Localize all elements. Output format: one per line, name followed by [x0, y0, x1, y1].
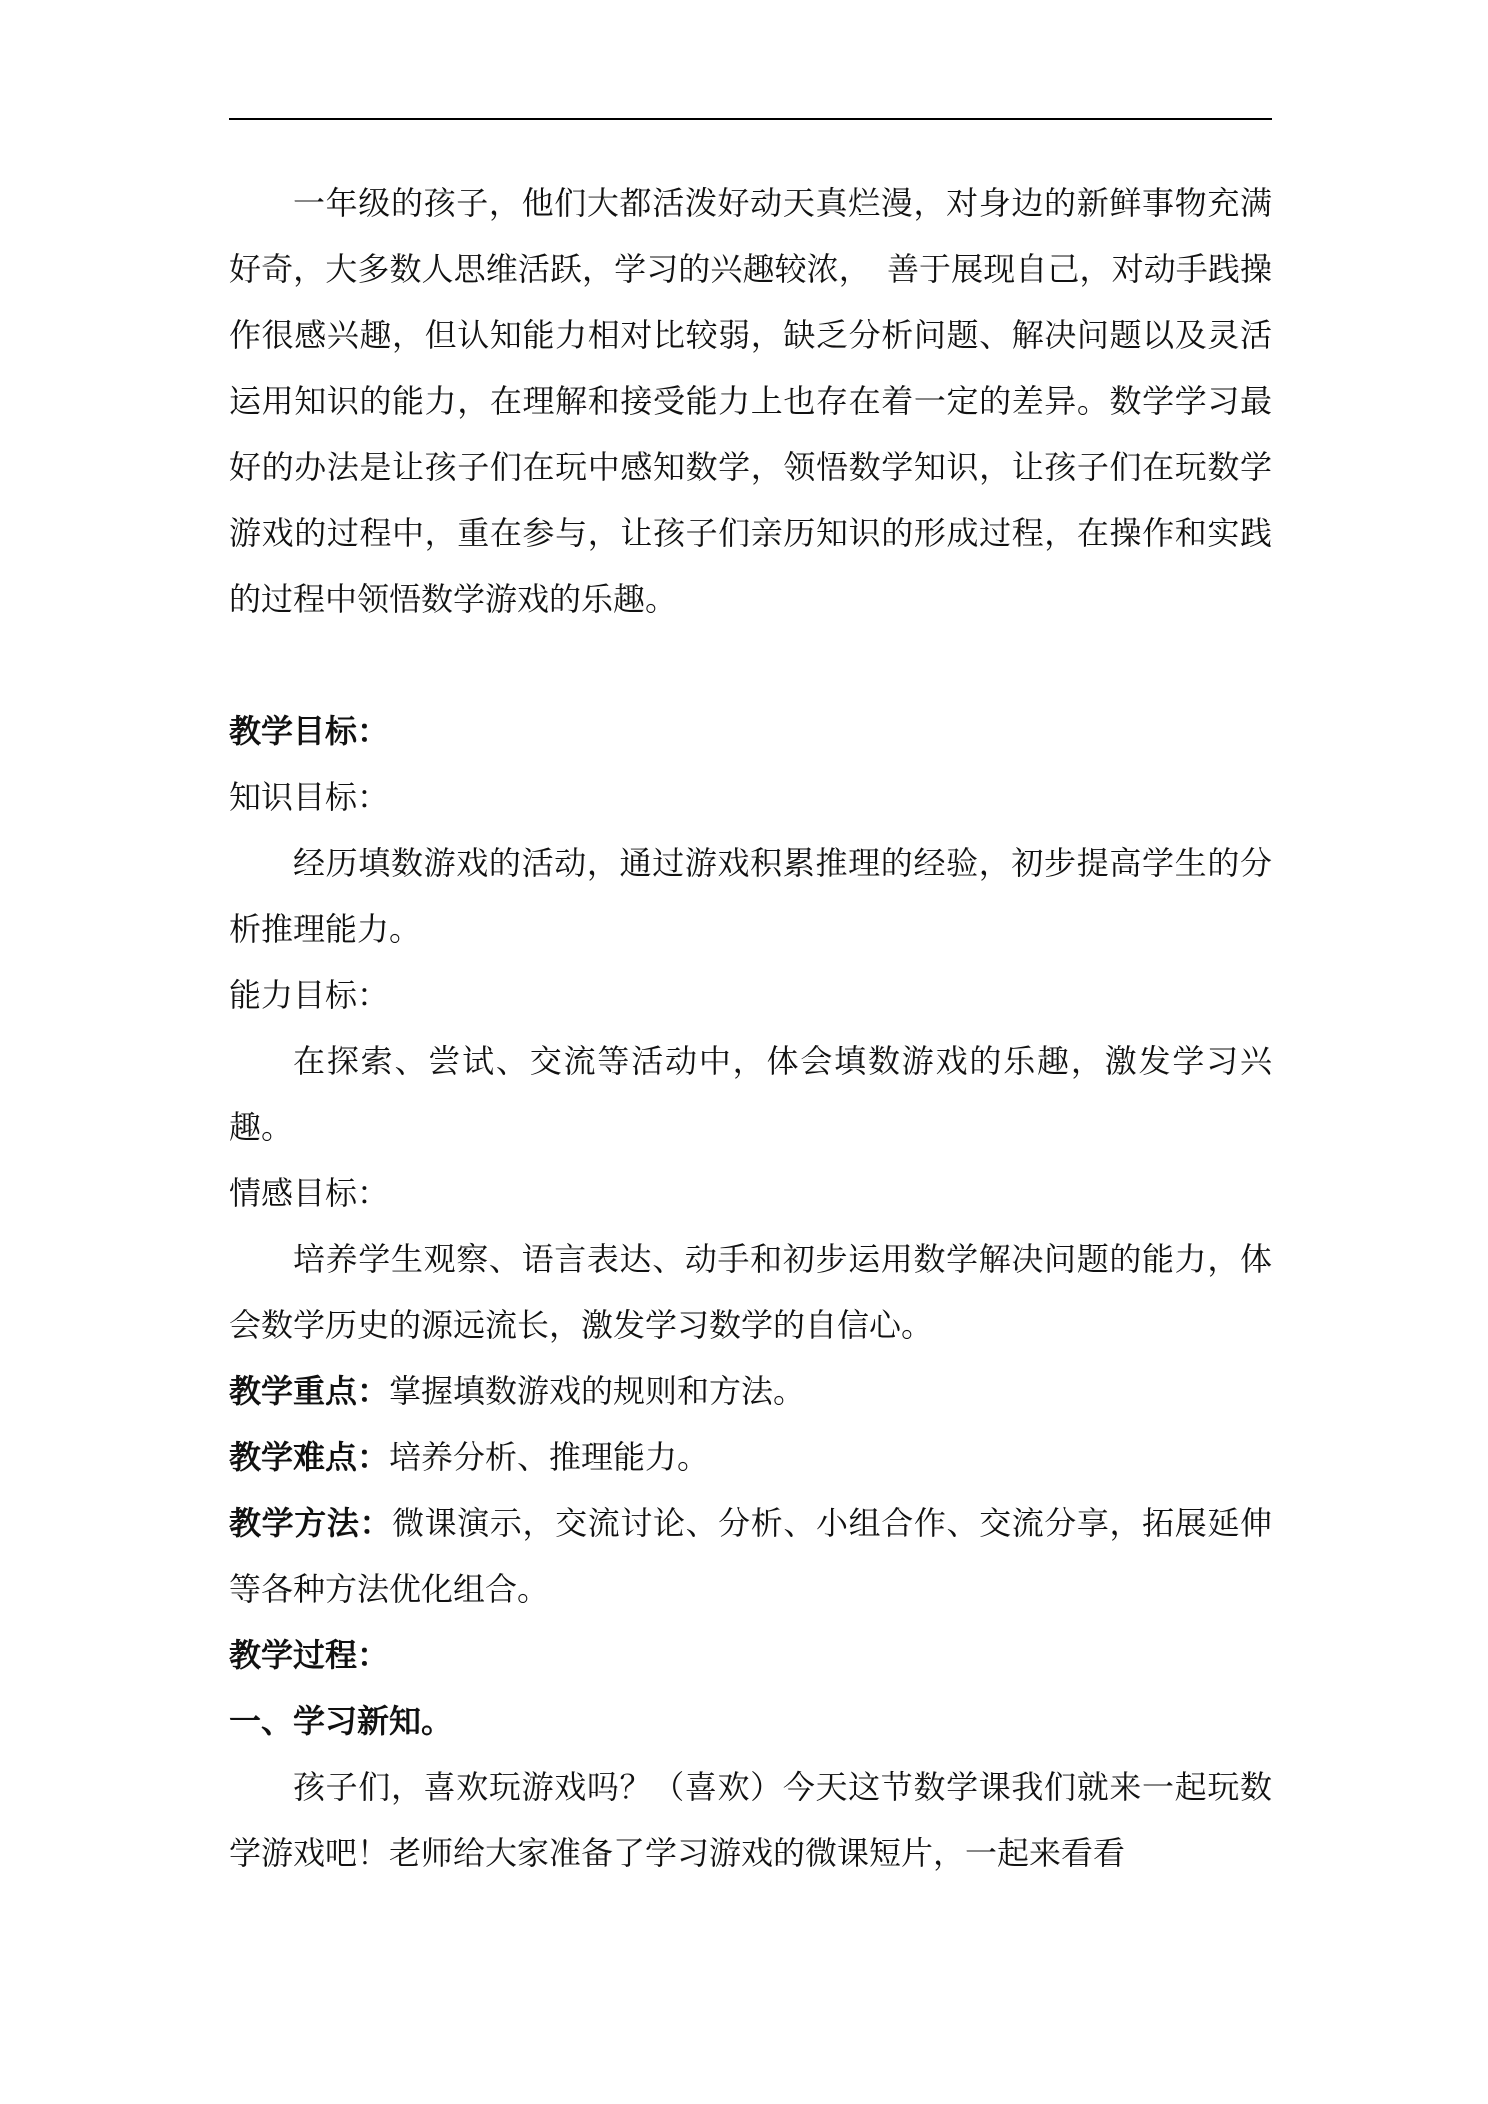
- document-body: [229, 170, 1272, 1886]
- key-point-label: 教学重点：: [229, 1372, 390, 1410]
- key-point-text: 掌握填数游戏的规则和方法。: [389, 1372, 806, 1410]
- method-text: 微课演示，交流讨论、分析、小组合作、交流分享，拓展延伸等各种方法优化组合。: [229, 1504, 1272, 1608]
- ability-goal-label: 能力目标：: [229, 976, 390, 1014]
- section1-title: 一、学习新知。: [229, 1702, 454, 1740]
- section1-text: 孩子们，喜欢玩游戏吗？（喜欢）今天这节数学课我们就来一起玩数学游戏吧！老师给大家准备了学习游戏的微课短片，一起来看看: [229, 1768, 1272, 1872]
- intro-paragraph: 一年级的孩子，他们大都活泼好动天真烂漫，对身边的新鲜事物充满好奇，大多数人思维活跃，学习的兴趣较浓， 善于展现自己，对动手践操作很感兴趣，但认知能力相对比较弱，缺乏分析问题、解决问题以及灵活运用知识的能力，在理解和接受能力上也存在着一定的差异。数学学习最好的办法是让孩子们在玩中感知数学，领悟数学知识，让孩子们在玩数学游戏的过程中，重在参与，让孩子们亲历知识的形成过程，在操作和实践的过程中领悟数学游戏的乐趣。: [229, 184, 1272, 618]
- key-point-line: [229, 1358, 1272, 1424]
- blank-line: [229, 632, 1272, 698]
- method-label: 教学方法：: [229, 1504, 393, 1542]
- process-heading: 教学过程：: [229, 1636, 390, 1674]
- method-line: [229, 1490, 1272, 1622]
- difficulty-label: 教学难点：: [229, 1438, 390, 1476]
- emotion-goal-label: 情感目标：: [229, 1174, 390, 1212]
- knowledge-goal-label: 知识目标：: [229, 778, 390, 816]
- goals-heading: 教学目标：: [229, 712, 390, 750]
- emotion-goal-text: 培养学生观察、语言表达、动手和初步运用数学解决问题的能力，体会数学历史的源远流长，激发学习数学的自信心。: [229, 1240, 1272, 1344]
- difficulty-line: [229, 1424, 1272, 1490]
- knowledge-goal-text: 经历填数游戏的活动，通过游戏积累推理的经验，初步提高学生的分析推理能力。: [229, 844, 1272, 948]
- difficulty-text: 培养分析、推理能力。: [389, 1438, 710, 1476]
- ability-goal-text: 在探索、尝试、交流等活动中，体会填数游戏的乐趣，激发学习兴趣。: [229, 1042, 1272, 1146]
- header-rule: [229, 118, 1272, 120]
